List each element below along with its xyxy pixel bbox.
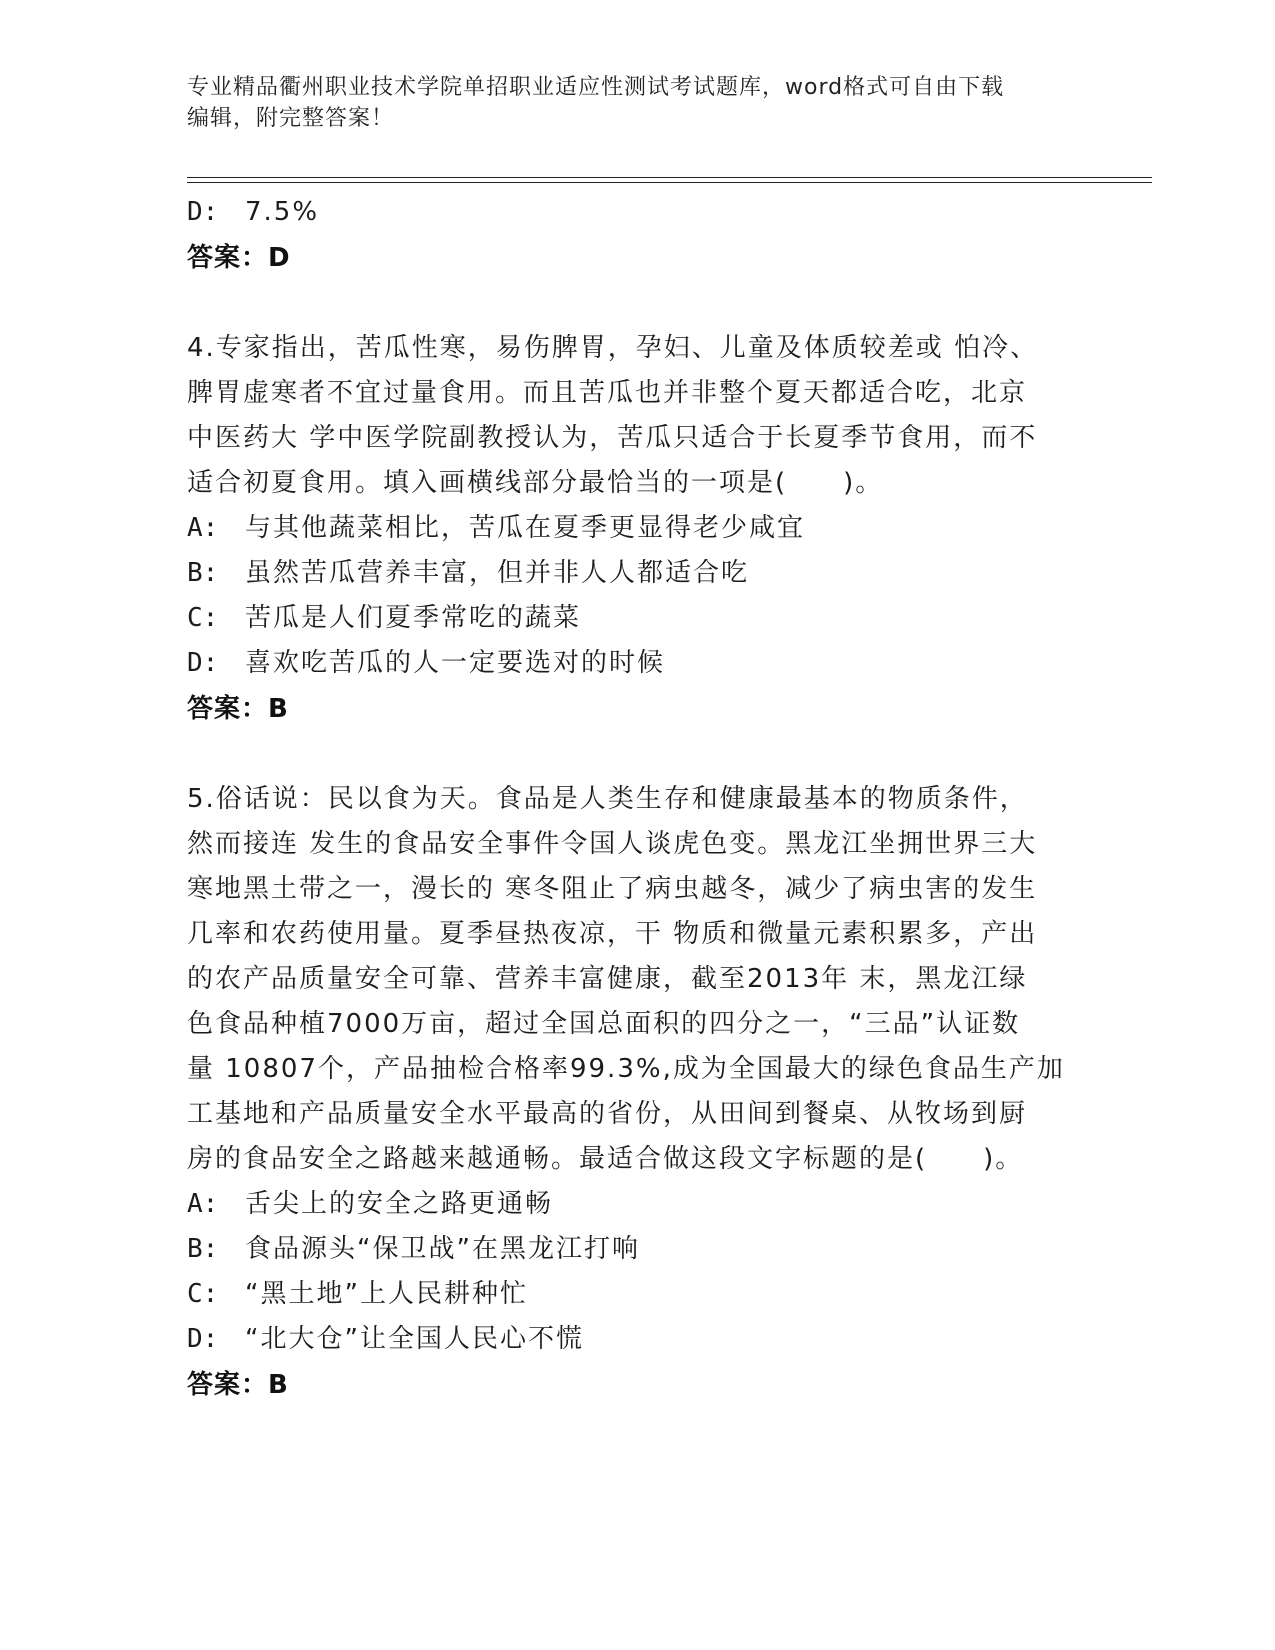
option-d (187, 641, 1087, 686)
option-key: C: (187, 603, 219, 633)
option-key: C: (187, 1279, 219, 1309)
option-key: D: (187, 648, 219, 678)
option-key: A: (187, 1189, 219, 1219)
question-text-line: 4.专家指出，苦瓜性寒，易伤脾胃，孕妇、儿童及体质较差或 怕冷、 (187, 333, 1039, 363)
option-c (187, 1272, 1087, 1317)
option-b (187, 551, 1087, 596)
question-text-line: 脾胃虚寒者不宜过量食用。而且苦瓜也并非整个夏天都适合吃，北京 (187, 378, 1028, 408)
question-text-line: 色食品种植7000万亩，超过全国总面积的四分之一，“三品”认证数 (187, 1009, 1021, 1039)
question-text-line: 工基地和产品质量安全水平最高的省份，从田间到餐桌、从牧场到厨 (187, 1099, 1028, 1129)
question-4 (187, 326, 1087, 732)
option-text: 食品源头“保卫战”在黑龙江打响 (245, 1234, 640, 1264)
answer-line: 答案：D (187, 243, 291, 273)
question-text-line: 5.俗话说：民以食为天。食品是人类生存和健康最基本的物质条件， (187, 784, 1028, 814)
question-text-line: 寒地黑土带之一，漫长的 寒冬阻止了病虫越冬，减少了病虫害的发生 (187, 874, 1038, 904)
option-key: B: (187, 1234, 219, 1264)
spacer (187, 732, 1087, 777)
question-text-line: 量 10807个，产品抽检合格率99.3%,成为全国最大的绿色食品生产加 (187, 1054, 1065, 1084)
option-text: “北大仓”让全国人民心不慌 (245, 1324, 584, 1354)
option-text: 喜欢吃苦瓜的人一定要选对的时候 (245, 648, 666, 678)
option-key: D: (187, 197, 219, 227)
question-3-tail (187, 190, 1087, 281)
option-text: 与其他蔬菜相比，苦瓜在夏季更显得老少咸宜 (245, 513, 806, 543)
option-text: 舌尖上的安全之路更通畅 (245, 1189, 554, 1219)
document-body (187, 190, 1087, 1408)
option-text: 苦瓜是人们夏季常吃的蔬菜 (245, 603, 582, 633)
header-line-1: 专业精品衢州职业技术学院单招职业适应性测试考试题库，word格式可自由下载 (187, 75, 1005, 100)
header-line-2: 编辑，附完整答案！ (187, 106, 395, 131)
question-text-line: 适合初夏食用。填入画横线部分最恰当的一项是( )。 (187, 468, 884, 498)
answer-line: 答案：B (187, 1370, 289, 1400)
option-key: D: (187, 1324, 219, 1354)
option-a (187, 1182, 1087, 1227)
question-text-line: 的农产品质量安全可靠、营养丰富健康，截至2013年 末，黑龙江绿 (187, 964, 1028, 994)
option-b (187, 1227, 1087, 1272)
question-5 (187, 777, 1087, 1408)
header-rule-top (187, 177, 1152, 178)
header-rule-bottom (187, 182, 1152, 183)
option-text: “黑土地”上人民耕种忙 (245, 1279, 528, 1309)
question-text-line: 房的食品安全之路越来越通畅。最适合做这段文字标题的是( )。 (187, 1144, 1024, 1174)
option-a (187, 506, 1087, 551)
spacer (187, 281, 1087, 326)
option-d (187, 190, 1087, 235)
question-text-line: 然而接连 发生的食品安全事件令国人谈虎色变。黑龙江坐拥世界三大 (187, 829, 1038, 859)
option-d (187, 1317, 1087, 1362)
question-text-line: 中医药大 学中医学院副教授认为，苦瓜只适合于长夏季节食用，而不 (187, 423, 1038, 453)
page-header (187, 72, 1067, 134)
option-key: A: (187, 513, 219, 543)
answer-line: 答案：B (187, 694, 289, 724)
option-text: 7.5% (245, 197, 320, 227)
option-text: 虽然苦瓜营养丰富，但并非人人都适合吃 (245, 558, 750, 588)
option-key: B: (187, 558, 219, 588)
question-text-line: 几率和农药使用量。夏季昼热夜凉，干 物质和微量元素积累多，产出 (187, 919, 1038, 949)
option-c (187, 596, 1087, 641)
